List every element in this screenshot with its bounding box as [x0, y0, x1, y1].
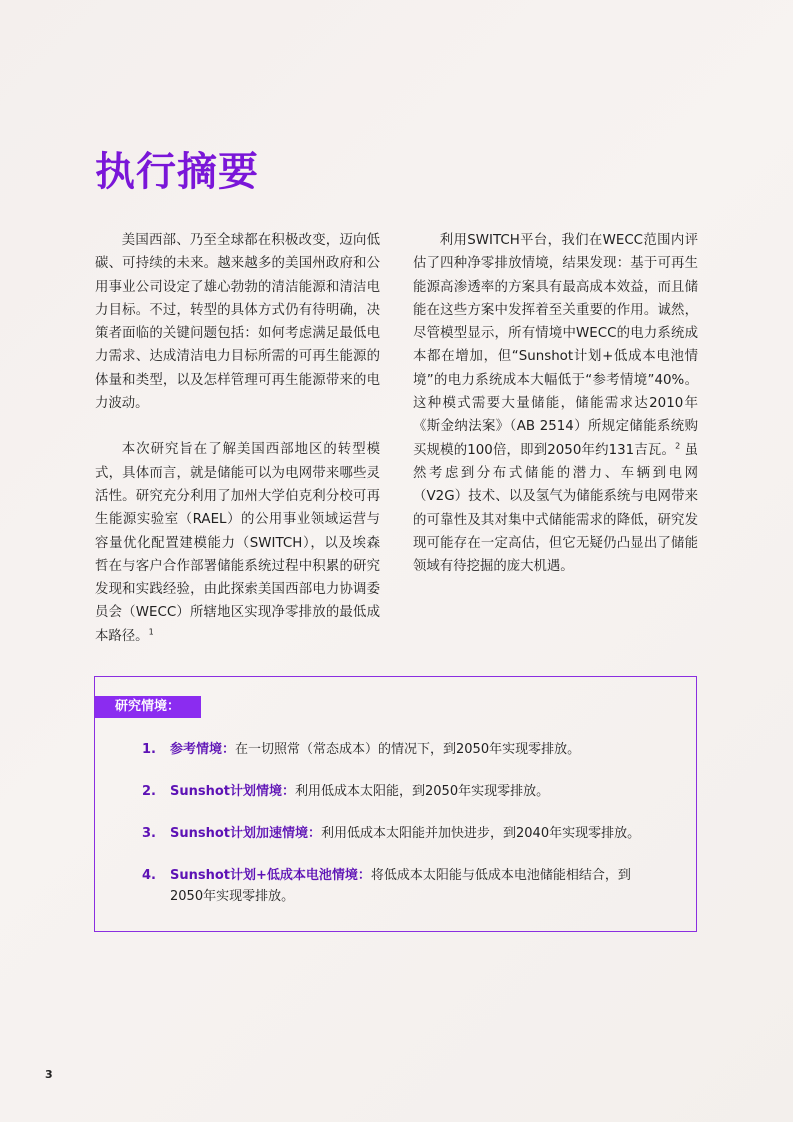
scenario-item [142, 781, 662, 802]
scenario-desc: 在一切照常（常态成本）的情况下，到2050年实现零排放。 [235, 742, 581, 757]
page-title: 执行摘要 [95, 149, 259, 195]
right-column [413, 229, 698, 578]
scenario-number: 2. [142, 784, 156, 799]
footnote-ref-1[interactable]: 1 [148, 627, 154, 637]
scenario-name: Sunshot计划情境： [170, 784, 296, 799]
page-number: 3 [45, 1068, 53, 1081]
scenario-item [142, 865, 662, 907]
right-paragraph-1 [413, 229, 698, 578]
scenario-desc: 利用低成本太阳能，到2050年实现零排放。 [295, 784, 550, 799]
left-column [95, 229, 380, 648]
scenarios-box [94, 676, 697, 932]
scenario-number: 3. [142, 826, 156, 841]
scenario-name: 参考情境： [170, 742, 236, 757]
scenario-item [142, 739, 662, 760]
scenarios-list [142, 739, 662, 907]
scenario-number: 1. [142, 742, 156, 757]
scenario-desc: 将低成本太阳能与低成本电池储能相结合，到2050年实现零排放。 [170, 868, 631, 904]
scenario-item [142, 823, 662, 844]
footnote-ref-2[interactable]: 2 [675, 441, 681, 451]
scenarios-heading: 研究情境： [95, 696, 201, 718]
scenario-name: Sunshot计划+低成本电池情境： [170, 868, 371, 883]
right-paragraph-1-text-a: 利用SWITCH平台，我们在WECC范围内评估了四种净零排放情境，结果发现：基于可再生能源高渗透率的方案具有最高成本效益，而且储能在这些方案中发挥着至关重要的作用。诚然，尽管模型显示，所有情境中WECC的电力系统成本都在增加，但“Sunshot计划+低成本电池情境”的电力系统成本大幅低于“参考情境”40%。这种模式需要大量储能，储能需求达2010年《斯金纳法案》（AB 2514）所规定储能系统购买规模的100倍，即到2050年约131吉瓦。 [413, 233, 698, 458]
left-paragraph-1: 美国西部、乃至全球都在积极改变，迈向低碳、可持续的未来。越来越多的美国州政府和公用事业公司设定了雄心勃勃的清洁能源和清洁电力目标。不过，转型的具体方式仍有待明确，决策者面临的关键问题包括：如何考虑满足最低电力需求、达成清洁电力目标所需的可再生能源的体量和类型，以及怎样管理可再生能源带来的电力波动。 [95, 233, 380, 412]
scenario-desc: 利用低成本太阳能并加快进步，到2040年实现零排放。 [321, 826, 641, 841]
right-paragraph-1-text-b: 虽然考虑到分布式储能的潜力、车辆到电网（V2G）技术、以及氢气为储能系统与电网带来的可靠性及其对集中式储能需求的降低，研究发现可能存在一定高估，但它无疑仍凸显出了储能领域有待挖掘的庞大机遇。 [413, 442, 698, 575]
left-paragraph-2 [95, 438, 380, 648]
scenario-name: Sunshot计划加速情境： [170, 826, 322, 841]
left-paragraph-2-text: 本次研究旨在了解美国西部地区的转型模式，具体而言，就是储能可以为电网带来哪些灵活性。研究充分利用了加州大学伯克利分校可再生能源实验室（RAEL）的公用事业领域运营与容量优化配置建模能力（SWITCH），以及埃森哲在与客户合作部署储能系统过程中积累的研究发现和实践经验，由此探索美国西部电力协调委员会（WECC）所辖地区实现净零排放的最低成本路径。 [95, 442, 380, 644]
scenario-number: 4. [142, 868, 156, 883]
